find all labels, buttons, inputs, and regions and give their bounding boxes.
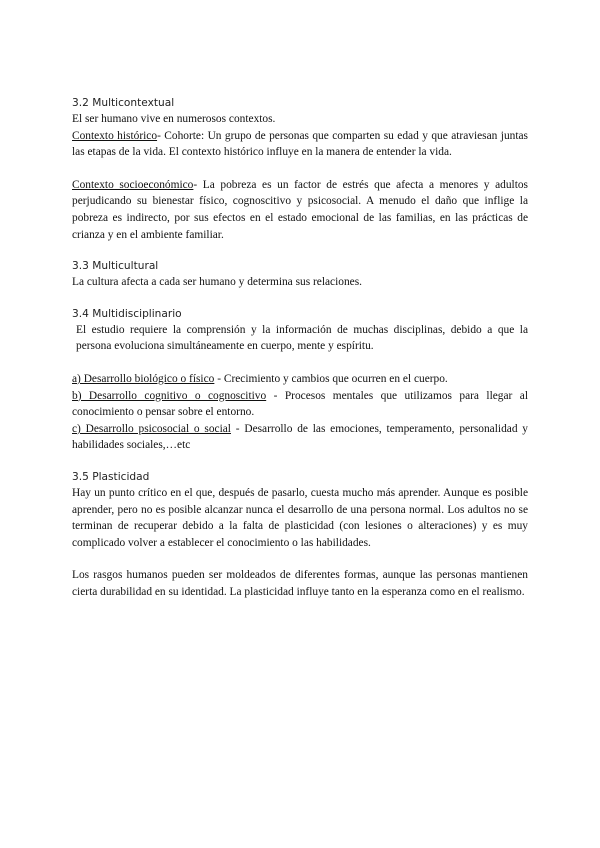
multicontextual-intro: El ser humano vive en numerosos contextos. [72,113,276,125]
contexto-socioeconomico-term: Contexto socioeconómico [72,178,194,191]
multicultural-text: La cultura afecta a cada ser humano y determina sus relaciones. [72,276,363,289]
desarrollo-biologico-text: - Crecimiento y cambios que ocurren en el cuerpo. [214,372,448,385]
desarrollo-cognitivo-term: b) Desarrollo cognitivo o cognoscitivo [72,389,267,402]
multidisciplinario-text: El estudio requiere la comprensión y la información de muchas disciplinas, debido a que la persona evoluciona simultáneamente en cuerpo, mente y espíritu. [76,323,528,353]
desarrollo-biologico-item [72,371,528,388]
document-body [72,96,528,600]
heading-multicontextual: 3.2 Multicontextual [72,97,175,109]
contexto-historico-paragraph [72,128,528,161]
contexto-historico-text: - Cohorte: Un grupo de personas que comparten su edad y que atraviesan juntas las etapas de la vida. El contexto histórico influye en la manera de entender la vida. [72,129,528,159]
plasticidad-paragraph-1: Hay un punto crítico en el que, después de pasarlo, cuesta mucho más aprender. Aunque es posible aprender, pero no es posible alcanzar nunca el desarrollo de una persona normal. Los adultos no se terminan de recuperar debido a la falta de plasticidad (con lesiones o alteraciones) y es muy complicado volver a establecer el conocimiento o las habilidades. [72,486,528,549]
plasticidad-paragraph-2: Los rasgos humanos pueden ser moldeados de diferentes formas, aunque las personas mantienen cierta durabilidad en su identidad. La plasticidad influye tanto en la esperanza como en el realismo. [72,569,528,598]
desarrollo-psicosocial-text: - Desarrollo de las emociones, temperamento, personalidad y habilidades sociales,…etc [72,422,528,452]
heading-plasticidad: 3.5 Plasticidad [72,470,150,483]
heading-multidisciplinario: 3.4 Multidisciplinario [72,307,182,320]
contexto-socioeconomico-paragraph [72,177,528,243]
contexto-socioeconomico-text: - La pobreza es un factor de estrés que afecta a menores y adultos perjudicando su bienestar físico, cognoscitivo y psicosocial. A menudo el daño que inflige la pobreza es indirecto, por sus efectos en el estado emocional de las familias, en las prácticas de crianza y en el ambiente familiar. [72,178,528,241]
contexto-historico-term: Contexto histórico [72,129,158,142]
desarrollo-biologico-term: a) Desarrollo biológico o físico [72,372,215,385]
desarrollo-cognitivo-item [72,388,528,421]
heading-multicultural: 3.3 Multicultural [72,260,159,273]
desarrollo-psicosocial-term: c) Desarrollo psicosocial o social [72,422,231,435]
desarrollo-cognitivo-text: - Procesos mentales que utilizamos para llegar al conocimiento o pensar sobre el entorno. [72,389,528,419]
desarrollo-psicosocial-item [72,421,528,454]
